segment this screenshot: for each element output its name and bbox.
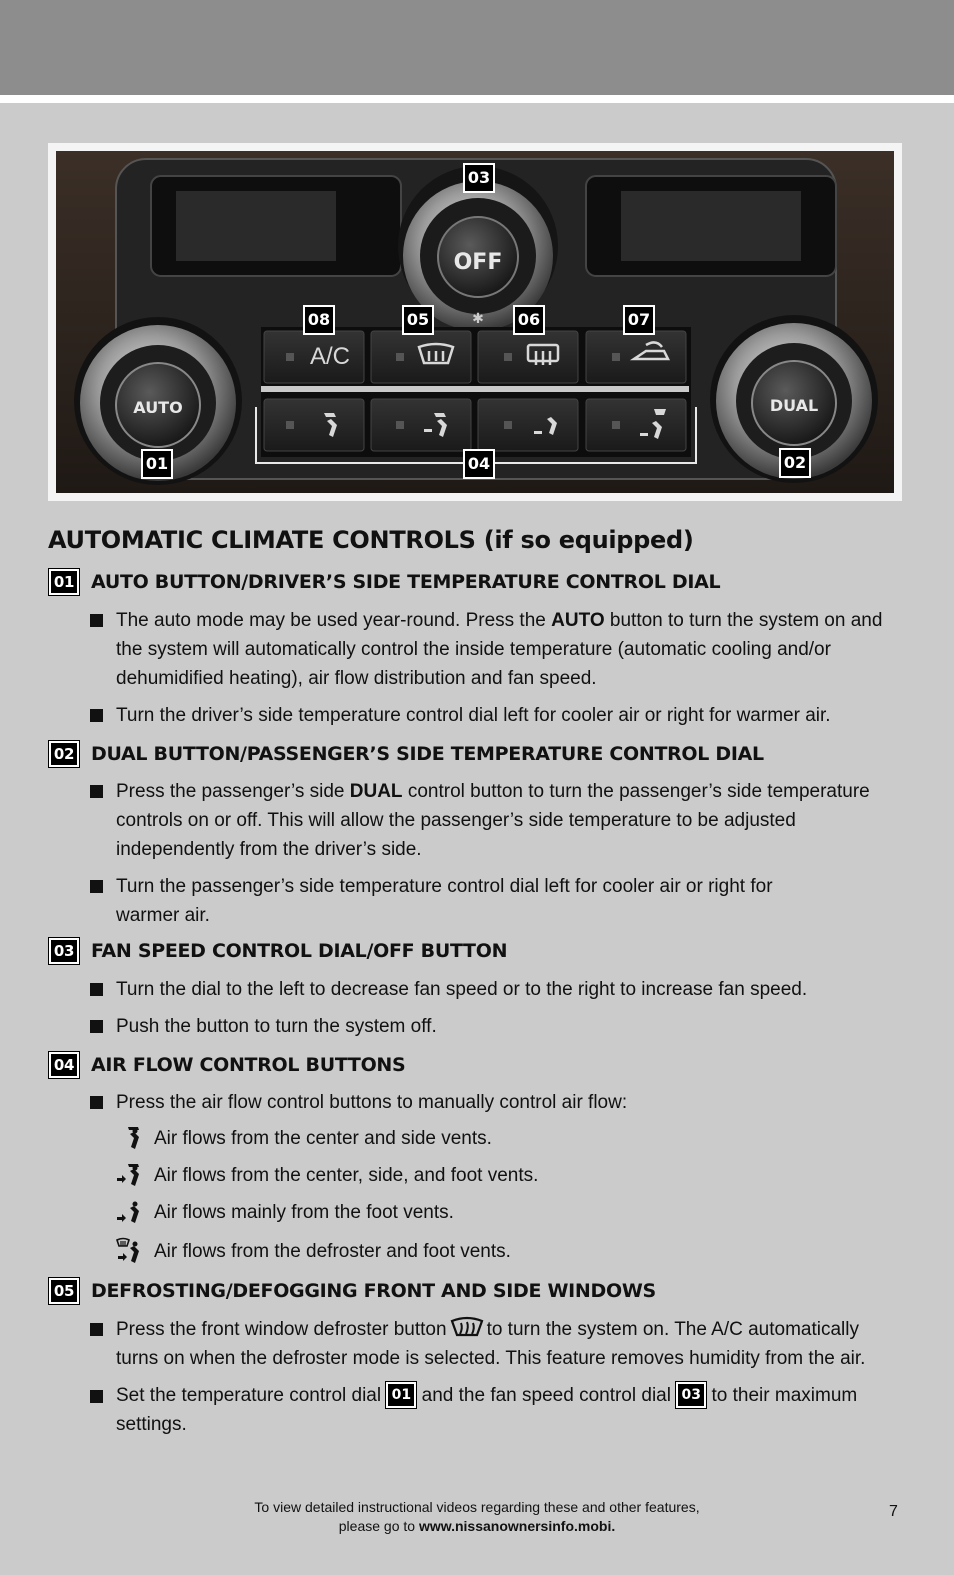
bullet-icon [90,1096,103,1109]
vent-bilevel-icon [116,1162,144,1190]
bullet-icon [90,785,103,798]
ref-badge-01: 01 [386,1382,416,1408]
section-01-bullet-1: The auto mode may be used year-round. Press the AUTO button to turn the system on and the system will automatically control the inside temperature (automatic cooling and/or dehumidified heating), air flow distribution and fan speed. [116,610,883,689]
section-03-heading [48,937,507,965]
bullet-icon [90,1323,103,1336]
auto-button-label: AUTO [133,398,183,417]
section-02-bullet-1: Press the passenger’s side DUAL control button to turn the passenger’s side temperature controls on or off. This will allow the passenger’s side temperature to be adjusted independently from the driver’s side. [116,781,870,860]
section-03-bullet-1: Turn the dial to the left to decrease fan speed or to the right to increase fan speed. [116,979,808,1000]
section-number: 03 [49,938,79,964]
vent-mode-defrost-foot [116,1237,511,1267]
section-number: 02 [49,741,79,767]
section-04-heading [48,1051,405,1079]
section-05-bullet-2: Set the temperature control dial 01 and the fan speed control dial 03 to their maximum settings. [116,1381,906,1439]
ref-badge-03: 03 [676,1382,706,1408]
vent-defrost-foot-icon [116,1237,144,1267]
dual-button-label: DUAL [769,396,819,415]
front-defrost-icon [450,1316,484,1340]
section-number: 04 [49,1052,79,1078]
callout-02: 02 [779,448,811,478]
footer-note [0,1498,954,1536]
bullet-icon [90,880,103,893]
section-number: 05 [49,1278,79,1304]
section-title: AIR FLOW CONTROL BUTTONS [91,1054,406,1076]
vent-foot-text: Air flows mainly from the foot vents. [154,1202,454,1223]
footer-line-2: please go to www.nissanownersinfo.mobi. [338,1518,616,1534]
bullet-icon [90,983,103,996]
bullet-icon [90,1390,103,1403]
section-03-bullet-2: Push the button to turn the system off. [116,1016,437,1037]
bullet-icon [90,1020,103,1033]
ac-button-label: A/C [309,343,351,370]
climate-panel-illustration [56,151,894,493]
section-02-heading [48,740,764,768]
callout-03: 03 [463,163,495,193]
section-title: DUAL BUTTON/PASSENGER’S SIDE TEMPERATURE CONTROL DIAL [91,743,764,765]
bullet-icon [90,614,103,627]
section-05-heading [48,1277,656,1305]
footer-line-1: To view detailed instructional videos regarding these and other features, [254,1499,700,1515]
callout-06: 06 [513,305,545,335]
header-band [0,0,954,95]
callout-08: 08 [303,305,335,335]
section-01-heading [48,568,720,596]
vent-mode-foot [116,1198,454,1228]
fan-icon: ✱ [472,311,484,327]
callout-07: 07 [623,305,655,335]
callout-01: 01 [141,449,173,479]
section-04-bullet-1: Press the air flow control buttons to manually control air flow: [116,1092,628,1113]
callout-04: 04 [463,449,495,479]
off-button-label: OFF [453,250,503,275]
section-02-bullet-2: Turn the passenger’s side temperature control dial left for cooler air or right for warmer air. [116,876,773,926]
page-number: 7 [889,1503,898,1520]
vent-foot-icon [116,1199,144,1227]
page-title: AUTOMATIC CLIMATE CONTROLS (if so equipped) [48,526,694,554]
footer-link[interactable]: www.nissanownersinfo.mobi. [418,1518,616,1534]
header-stripe [0,95,954,103]
callout-05: 05 [402,305,434,335]
section-title: DEFROSTING/DEFOGGING FRONT AND SIDE WINDOWS [91,1280,656,1302]
section-title: AUTO BUTTON/DRIVER’S SIDE TEMPERATURE CONTROL DIAL [91,571,721,593]
section-05-bullet-1: Press the front window defroster button to turn the system on. The A/C automatically turns on when the defroster mode is selected. This feature removes humidity from the air. [116,1315,906,1373]
section-01-bullet-2: Turn the driver’s side temperature control dial left for cooler air or right for warmer air. [116,705,831,726]
bullet-icon [90,709,103,722]
section-title: FAN SPEED CONTROL DIAL/OFF BUTTON [91,940,508,962]
vent-bilevel-text: Air flows from the center, side, and foot vents. [154,1165,539,1186]
vent-face-text: Air flows from the center and side vents. [154,1128,492,1149]
vent-mode-face [116,1124,492,1154]
vent-mode-bilevel [116,1161,538,1191]
vent-face-icon [116,1125,144,1153]
vent-defrost-foot-text: Air flows from the defroster and foot vents. [154,1241,511,1262]
section-number: 01 [49,569,79,595]
climate-panel-photo [48,143,902,501]
